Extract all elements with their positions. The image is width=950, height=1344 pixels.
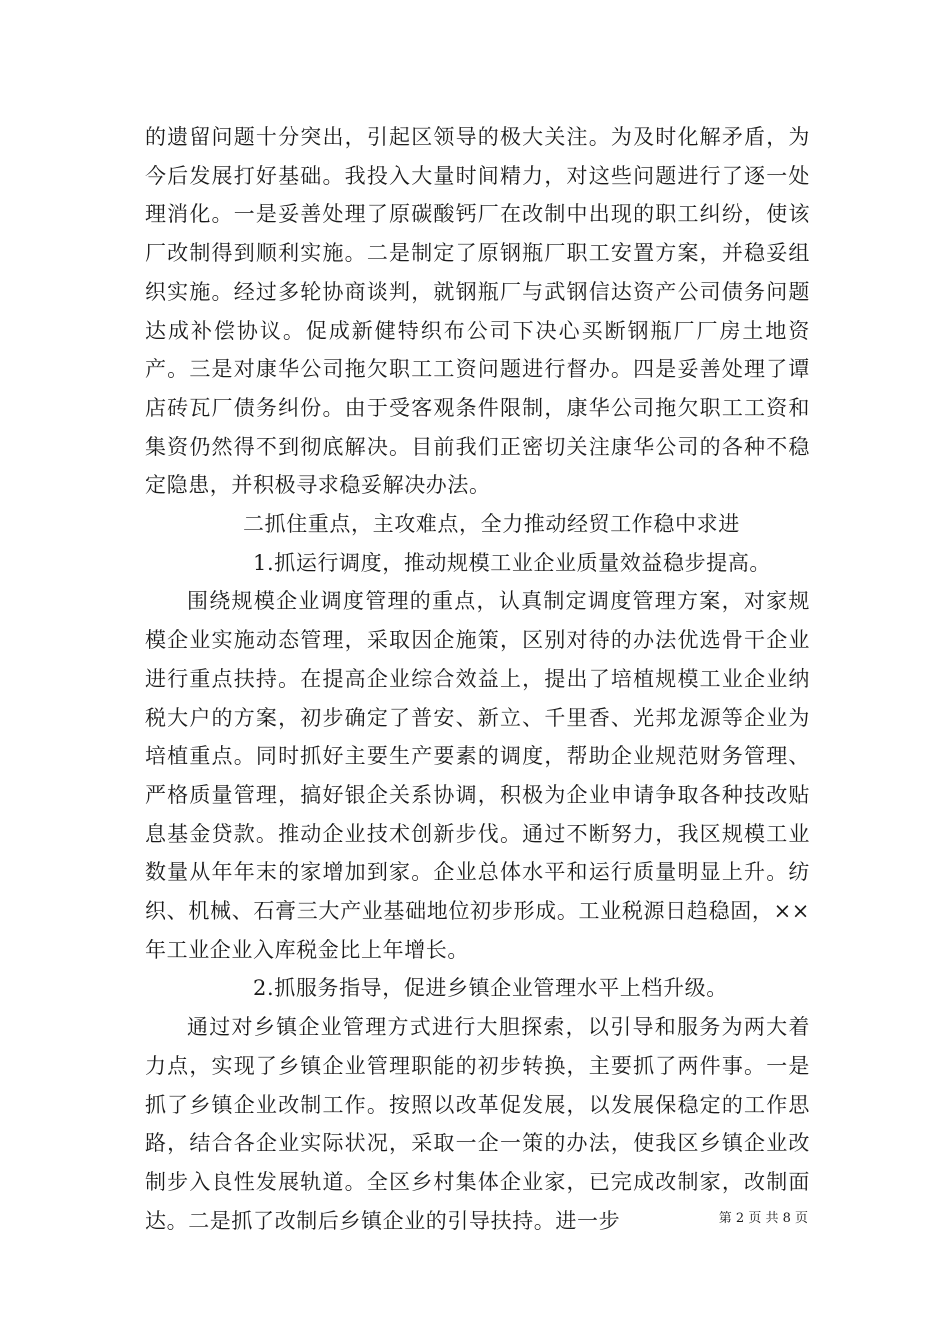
subsection-heading-2: 2.抓服务指导，促进乡镇企业管理水平上档升级。 (253, 976, 728, 1001)
subsection-heading-1: 1.抓运行调度，推动规模工业企业质量效益稳步提高。 (253, 550, 772, 575)
paragraph-2: 通过对乡镇企业管理方式进行大胆探索，以引导和服务为两大着力点，实现了乡镇企业管理职能的初步转换，主要抓了两件事。一是抓了乡镇企业改制工作。按照以改革促发展，以发展保稳定的工作思路，结合各企业实际状况，采取一企一策的办法，使我区乡镇企业改制步入良性发展轨道。全区乡村集体企业家，已完成改制家，改制面达。二是抓了改制后乡镇企业的引导扶持。进一步 (145, 1015, 810, 1233)
paragraph-1: 围绕规模企业调度管理的重点，认真制定调度管理方案，对家规模企业实施动态管理，采取因企施策，区别对待的办法优选骨干企业进行重点扶持。在提高企业综合效益上，提出了培植规模工业企业纳税大户的方案，初步确定了普安、新立、千里香、光邦龙源等企业为培植重点。同时抓好主要生产要素的调度，帮助企业规范财务管理、严格质量管理，搞好银企关系协调，积极为企业申请争取各种技改贴息基金贷款。推动企业技术创新步伐。通过不断努力，我区规模工业数量从年年末的家增加到家。企业总体水平和运行质量明显上升。纺织、机械、石膏三大产业基础地位初步形成。工业税源日趋稳固，××年工业企业入库税金比上年增长。 (145, 589, 810, 962)
page-number-footer: 第 2 页 共 8 页 (718, 1211, 808, 1226)
section-heading: 二抓住重点，主攻难点，全力推动经贸工作稳中求进 (243, 512, 740, 537)
paragraph-continuation: 的遗留问题十分突出，引起区领导的极大关注。为及时化解矛盾，为今后发展打好基础。我投入大量时间精力，对这些问题进行了逐一处理消化。一是妥善处理了原碳酸钙厂在改制中出现的职工纠纷，使该厂改制得到顺利实施。二是制定了原钢瓶厂职工安置方案，并稳妥组织实施。经过多轮协商谈判，就钢瓶厂与武钢信达资产公司债务问题达成补偿协议。促成新健特织布公司下决心买断钢瓶厂厂房土地资产。三是对康华公司拖欠职工工资问题进行督办。四是妥善处理了谭店砖瓦厂债务纠份。由于受客观条件限制，康华公司拖欠职工工资和集资仍然得不到彻底解决。目前我们正密切关注康华公司的各种不稳定隐患，并积极寻求稳妥解决办法。 (145, 125, 810, 498)
document-body (145, 118, 810, 1240)
